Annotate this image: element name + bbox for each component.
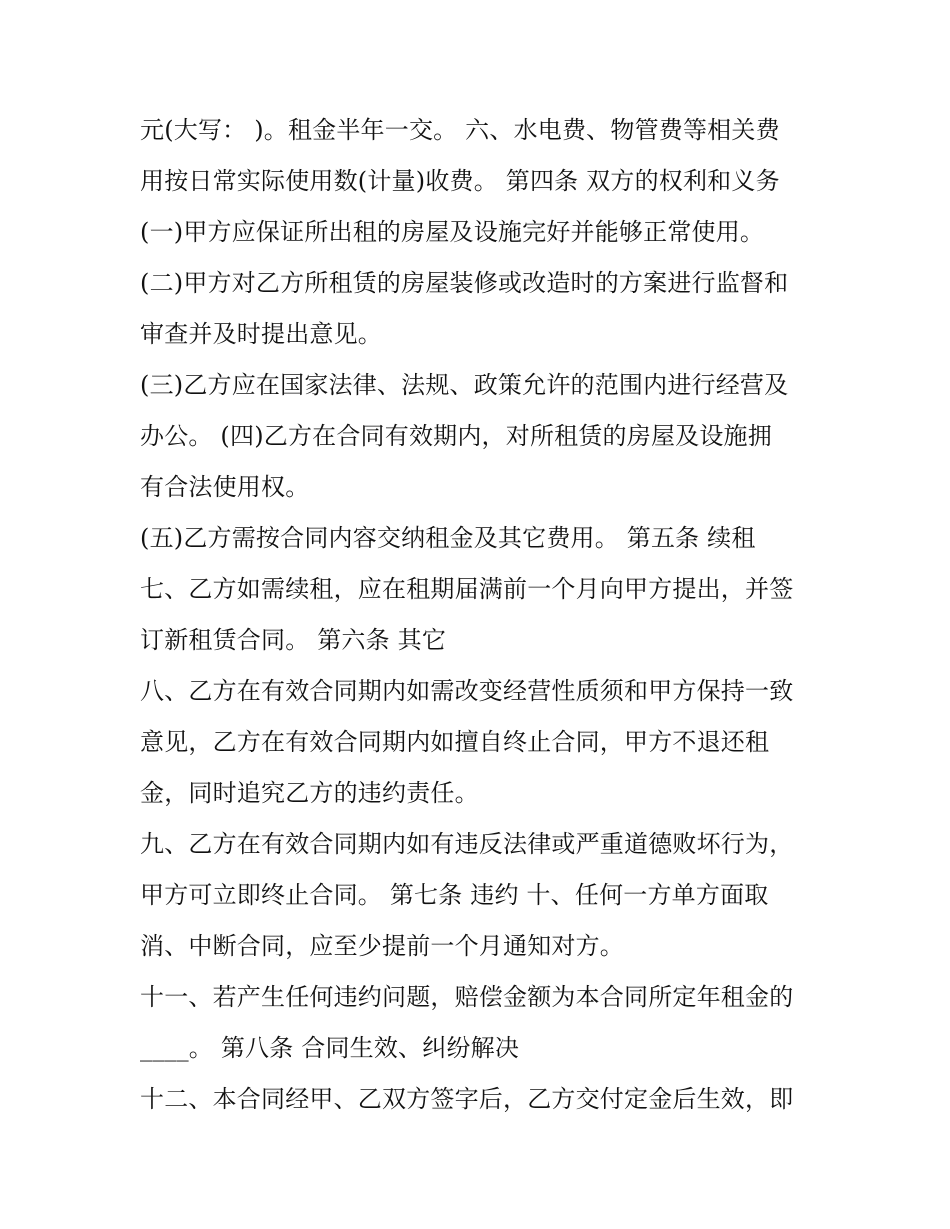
text-line: 有合法使用权。 [140, 473, 310, 501]
text-line: (一)甲方应保证所出租的房屋及设施完好并能够正常使用。 [140, 218, 765, 246]
text-line: 八、乙方在有效合同期内如需改变经营性质须和甲方保持一致 [140, 677, 794, 705]
text-line: 用按日常实际使用数(计量)收费。 第四条 双方的权利和义务 [140, 167, 780, 195]
text-line: 九、乙方在有效合同期内如有违反法律或严重道德败坏行为， [140, 830, 794, 858]
text-line: 元(大写： )。租金半年一交。 六、水电费、物管费等相关费 [140, 116, 780, 144]
text-line: 七、乙方如需续租，应在租期届满前一个月向甲方提出，并签 [140, 575, 794, 603]
text-line: (五)乙方需按合同内容交纳租金及其它费用。 第五条 续租 [140, 524, 756, 552]
text-line: ____。 第八条 合同生效、纠纷解决 [140, 1034, 520, 1062]
text-line: 审查并及时提出意见。 [140, 320, 382, 348]
contract-text [140, 105, 820, 1125]
text-line: 消、中断合同，应至少提前一个月通知对方。 [140, 932, 624, 960]
text-line: 订新租赁合同。 第六条 其它 [140, 626, 447, 654]
text-line: 十二、本合同经甲、乙双方签字后，乙方交付定金后生效，即 [140, 1085, 794, 1113]
text-line: (三)乙方应在国家法律、法规、政策允许的范围内进行经营及 [140, 371, 789, 399]
text-line: 甲方可立即终止合同。 第七条 违约 十、任何一方单方面取 [140, 881, 769, 909]
text-line: 办公。 (四)乙方在合同有效期内，对所租赁的房屋及设施拥 [140, 422, 772, 450]
text-line: 意见，乙方在有效合同期内如擅自终止合同，甲方不退还租 [140, 728, 770, 756]
text-line: 十一、若产生任何违约问题，赔偿金额为本合同所定年租金的 [140, 983, 794, 1011]
text-line: 金，同时追究乙方的违约责任。 [140, 779, 479, 807]
text-line: (二)甲方对乙方所租赁的房屋装修或改造时的方案进行监督和 [140, 269, 789, 297]
